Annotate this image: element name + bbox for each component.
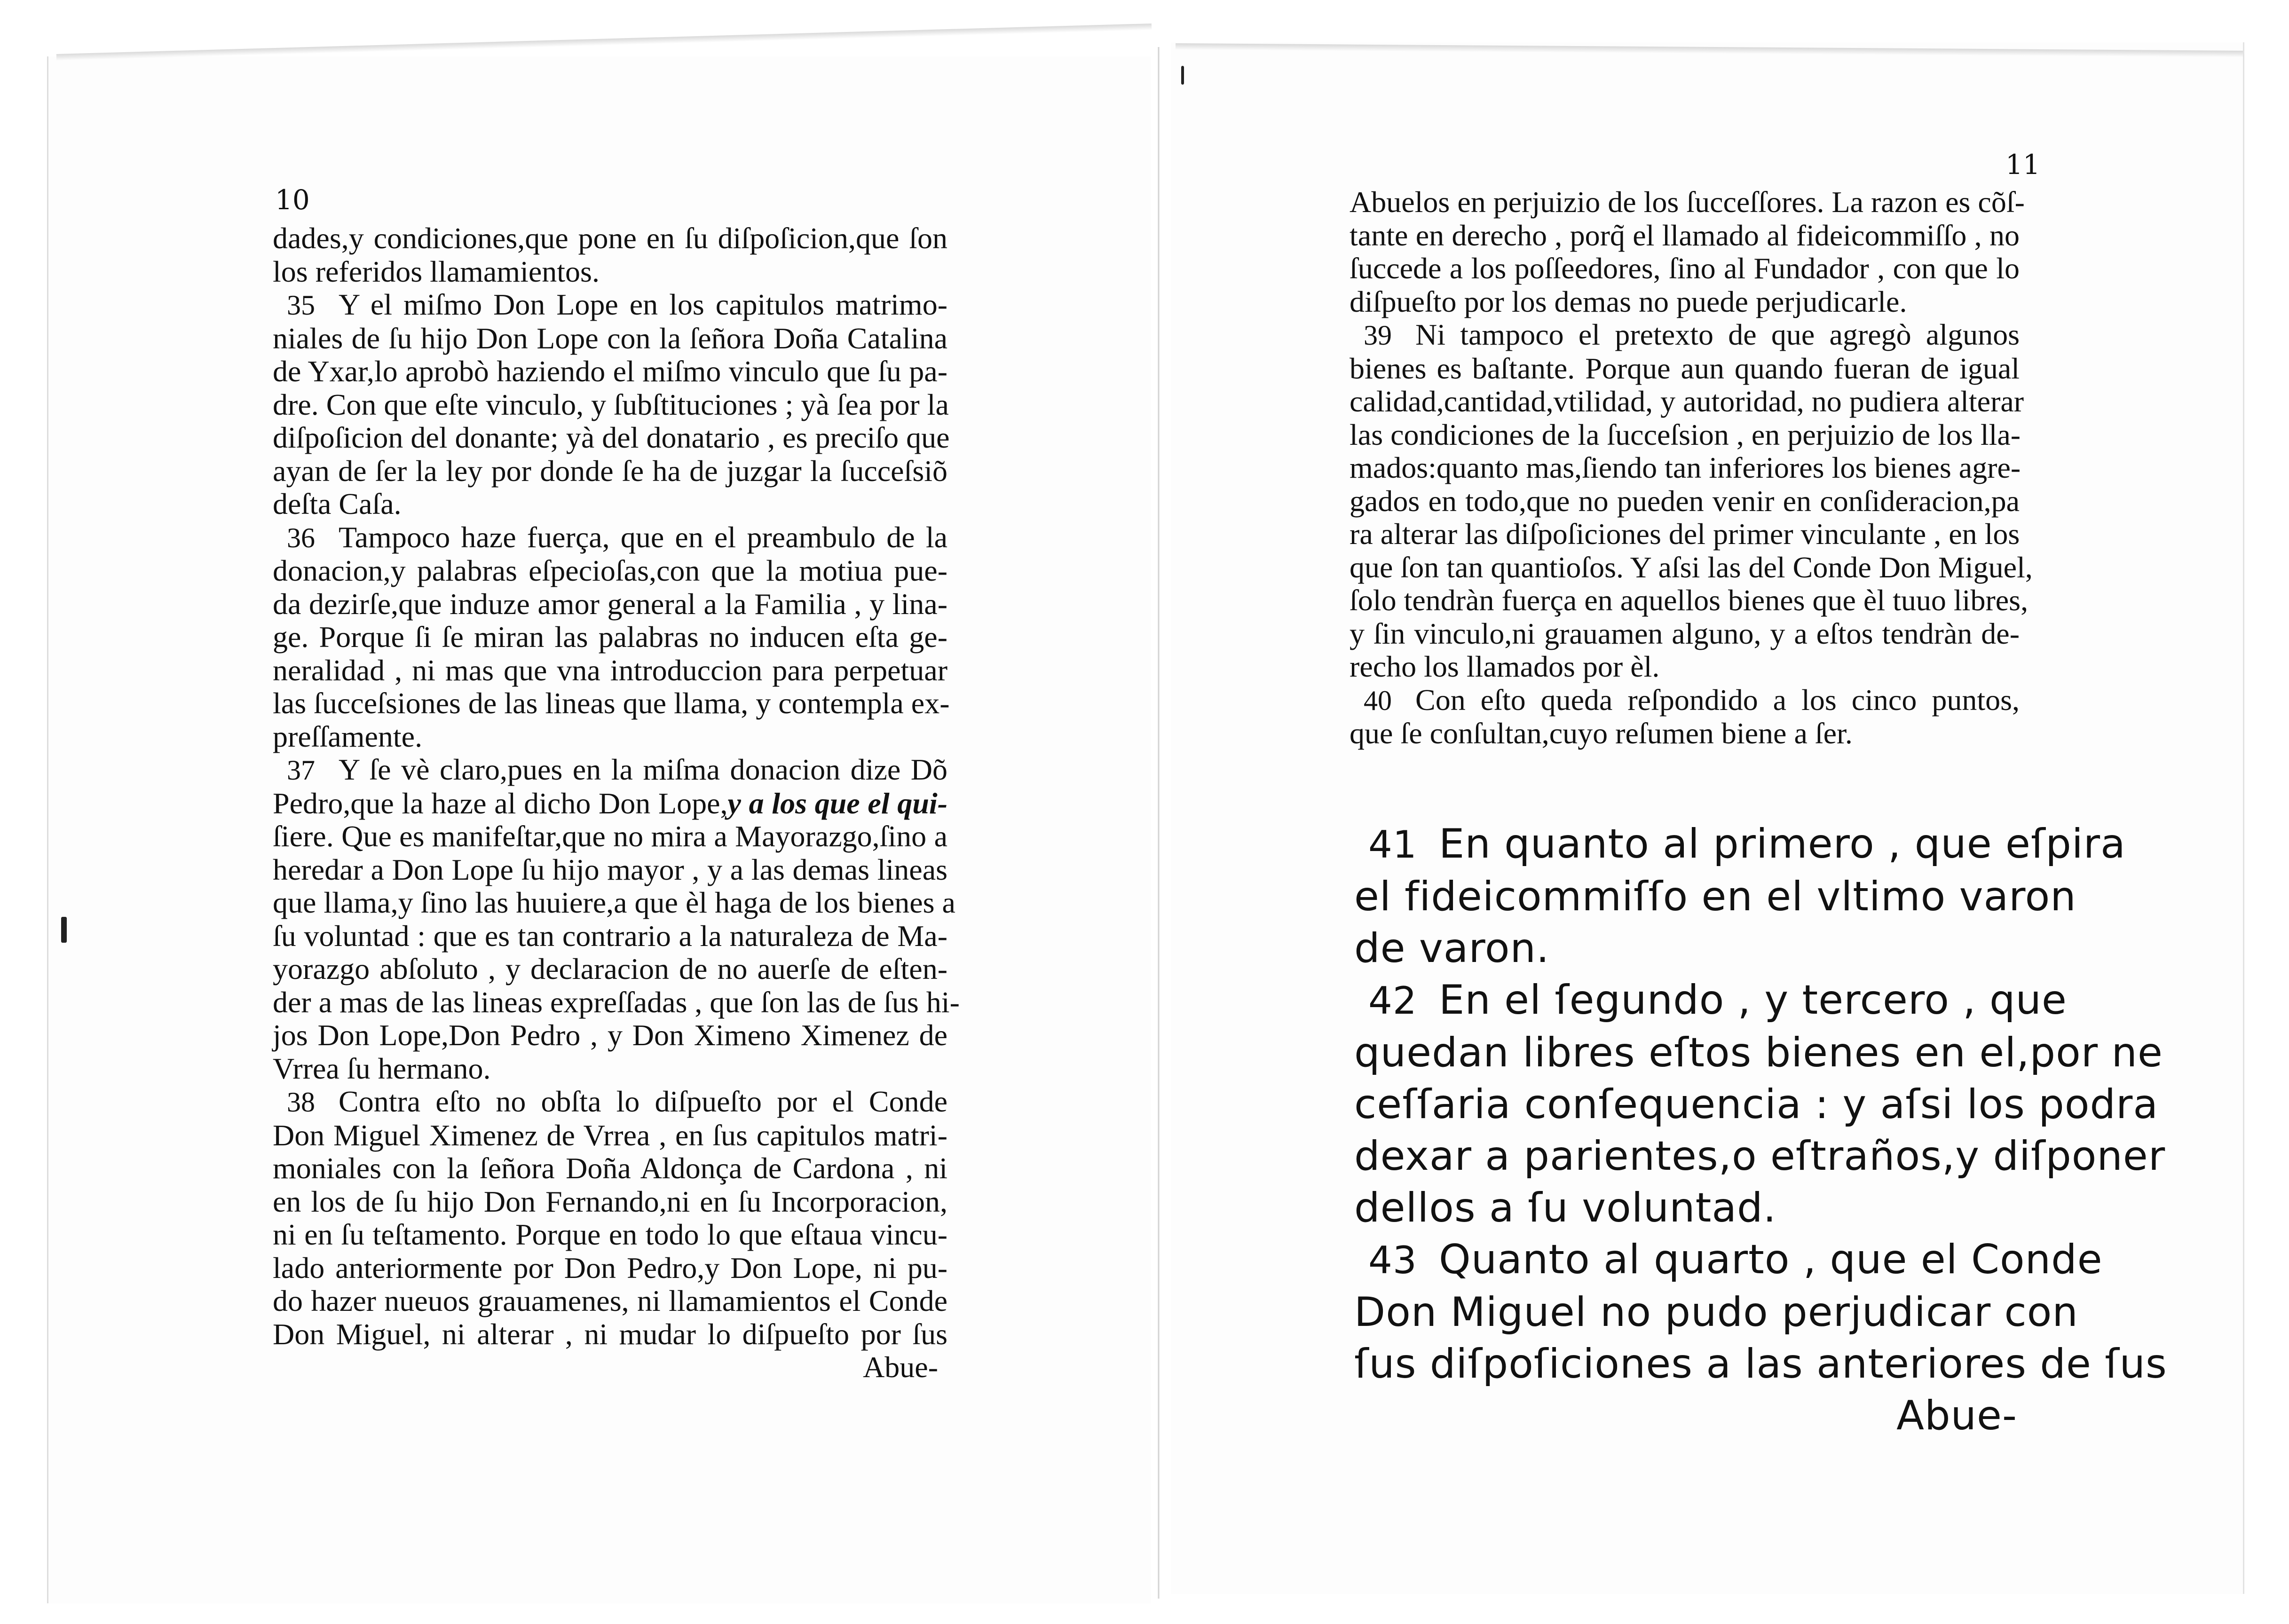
text-line: dre. Con que eſte vinculo, y ſubſtituciones ; yà ſea por la: [273, 387, 949, 421]
text-line: ſu voluntad : que es tan contrario a la naturaleza de Ma-: [273, 919, 947, 953]
paragraph-40: [1350, 684, 2020, 750]
summary-large-type: [1354, 818, 2167, 1442]
text-line: calidad,cantidad,vtilidad, y autoridad, no pudiera alterar: [1350, 385, 2024, 418]
folio-number-right: 11: [2005, 149, 2040, 181]
text-line: Don Miguel, ni alterar , ni mudar lo diſpueſto por ſus: [273, 1317, 947, 1351]
text-line: der a mas de las lineas expreſſadas , que ſon las de ſus hi-: [273, 985, 960, 1019]
paragraph-number: 38: [287, 1087, 315, 1118]
text-line: ſuccede a los poſſeedores, ſino al Fundador , con que lo: [1350, 252, 2020, 285]
text-line: Ni tampoco el pretexto de que agregò algunos: [1415, 318, 2020, 351]
paragraph-35: [273, 288, 950, 521]
paragraph-number: 36: [287, 522, 315, 553]
text-line: las ſucceſsiones de las lineas que llama, y contempla ex-: [273, 686, 950, 720]
text-line: Abuelos en perjuizio de los ſucceſſores. La razon es cõſ-: [1350, 185, 2025, 219]
text-line: da dezirſe,que induze amor general a la Familia , y lina-: [273, 587, 947, 621]
text-line: dellos a ſu voluntad.: [1354, 1184, 1776, 1231]
text-line: En el ſegundo , y tercero , que: [1439, 977, 2067, 1024]
text-line: de varon.: [1354, 925, 1550, 972]
paragraph-42: [1354, 974, 2166, 1234]
text-line: dexar a parientes,o eſtraños,y diſponer: [1354, 1133, 2166, 1180]
text-line: tante en derecho , porq̃ el llamado al fideicommiſſo , no: [1350, 218, 2020, 252]
text-line: ceſſaria conſequencia : y aſsi los podra: [1354, 1081, 2159, 1128]
paragraph-41: [1354, 818, 2126, 974]
text-line: moniales con la ſeñora Doña Aldonça de Cardona , ni: [273, 1151, 947, 1185]
text-line: mados:quanto mas,ſiendo tan inferiores los bienes agre-: [1350, 451, 2021, 484]
text-line: diſpoſicion del donante; yà del donatario , es preciſo que: [273, 421, 950, 454]
text-line: en los de ſu hijo Don Fernando,ni en ſu Incorporacion,: [273, 1184, 947, 1218]
text-line: Con eſto queda reſpondido a los cinco puntos,: [1415, 683, 2020, 717]
text-line: Don Miguel Ximenez de Vrrea , en ſus capitulos matri-: [273, 1118, 947, 1152]
text-line: y ſin vinculo,ni grauamen alguno, y a eſtos tendràn de-: [1350, 616, 2020, 650]
text-line: neralidad , ni mas que vna introduccion para perpetuar: [273, 653, 947, 687]
text-line: ſolo tendràn fuerça en aquellos bienes que èl tuuo libres,: [1350, 583, 2029, 617]
catchword: Abue-: [863, 1350, 938, 1384]
text-line: el fideicommiſſo en el vltimo varon: [1354, 873, 2076, 920]
paragraph-number: 40: [1364, 685, 1392, 716]
text-line: do hazer nueuos grauamenes, ni llamamientos el Conde: [273, 1284, 947, 1317]
text-line: gados en todo,que no pueden venir en conſideracion,pa: [1350, 484, 2020, 518]
paragraph-number: 37: [287, 755, 315, 786]
text-line: las condiciones de la ſucceſsion , en perjuizio de los lla-: [1350, 418, 2021, 451]
text-line: recho los llamados por èl.: [1350, 650, 1660, 683]
text-line: ni en ſu teſtamento. Porque en todo lo que eſtaua vincu-: [273, 1218, 947, 1251]
text-line: que ſe conſultan,cuyo reſumen biene a ſer.: [1350, 717, 1853, 750]
text-line: de Yxar,lo aprobò haziendo el miſmo vinculo que ſu pa-: [273, 355, 947, 388]
text-line: diſpueſto por los demas no puede perjudicarle.: [1350, 284, 1907, 318]
book-gutter: [1158, 47, 1160, 1599]
text-line: donacion,y palabras eſpecioſas,con que la motiua pue-: [273, 554, 947, 587]
right-text-column: [1350, 185, 2033, 750]
folio-number-left: 10: [275, 184, 310, 216]
paragraph-number: 42: [1368, 979, 1417, 1023]
margin-mark: [61, 917, 67, 943]
paragraph-number: 43: [1368, 1238, 1417, 1282]
paragraph-number: 41: [1368, 823, 1417, 867]
text-line: Don Miguel no pudo perjudicar con: [1354, 1289, 2078, 1336]
paragraph-number: 35: [287, 290, 315, 321]
text-line: que llama,y ſino las huuiere,a que èl haga de los bienes a: [273, 886, 955, 919]
margin-mark: [1181, 66, 1184, 85]
text-line: preſſamente.: [273, 719, 423, 753]
text-line: que ſon tan quantioſos. Y aſsi las del Conde Don Miguel,: [1350, 550, 2033, 584]
italic-quote: y a los que el qui-: [727, 786, 948, 820]
paragraph-38: [273, 1085, 947, 1351]
text-line: jos Don Lope,Don Pedro , y Don Ximeno Ximenez de: [273, 1018, 947, 1052]
text-line: [273, 787, 947, 820]
text-line: En quanto al primero , que eſpira: [1439, 820, 2126, 867]
text-line: lado anteriormente por Don Pedro,y Don Lope, ni pu-: [273, 1251, 947, 1285]
paragraph-39: [1350, 318, 2033, 684]
text-line: los referidos llamamientos.: [273, 254, 600, 288]
paragraph-43: [1354, 1234, 2167, 1390]
text-line: dades,y condiciones,que pone en ſu diſpoſicion,que ſon: [273, 221, 947, 255]
text-line: deſta Caſa.: [273, 487, 402, 520]
paragraph-37: [273, 753, 960, 1085]
text-line: niales de ſu hijo Don Lope con la ſeñora Doña Catalina: [273, 321, 947, 355]
text-line: ge. Porque ſi ſe miran las palabras no inducen eſta ge-: [273, 620, 947, 654]
text-line: Contra eſto no obſta lo diſpueſto por el Conde: [339, 1085, 947, 1118]
text-line: ra alterar las diſpoſiciones del primer vinculante , en los: [1350, 517, 2020, 551]
text-line: Tampoco haze fuerça, que en el preambulo de la: [339, 520, 947, 554]
text-line: Vrrea ſu hermano.: [273, 1051, 491, 1085]
page-top-edge-left: [56, 24, 1152, 61]
left-text-column: [273, 193, 960, 1384]
text-line: Quanto al quarto , que el Conde: [1439, 1236, 2103, 1283]
text-line: ſus diſpoſiciones a las anteriores de ſus: [1354, 1340, 2167, 1387]
text-line: yorazgo abſoluto , y declaracion de no auerſe de eſten-: [273, 952, 947, 985]
catchword: Abue-: [1896, 1392, 2017, 1439]
text-line: heredar a Don Lope ſu hijo mayor , y a las demas lineas: [273, 852, 947, 886]
paragraph-36: [273, 520, 950, 754]
text-line: ſiere. Que es manifeſtar,que no mira a Mayorazgo,ſino a: [273, 820, 947, 853]
paragraph-number: 39: [1364, 320, 1392, 351]
text-line: Y el miſmo Don Lope en los capitulos matrimo-: [339, 288, 947, 321]
text-line: Y ſe vè claro,pues en la miſma donacion dize Dõ: [339, 753, 947, 786]
text-span: Pedro,que la haze al dicho Don Lope,: [273, 786, 728, 820]
text-line: ayan de ſer la ley por donde ſe ha de juzgar la ſucceſsiõ: [273, 454, 947, 488]
text-line: bienes es baſtante. Porque aun quando fueran de igual: [1350, 351, 2020, 385]
text-line: quedan libres eſtos bienes en el,por ne: [1354, 1029, 2163, 1076]
